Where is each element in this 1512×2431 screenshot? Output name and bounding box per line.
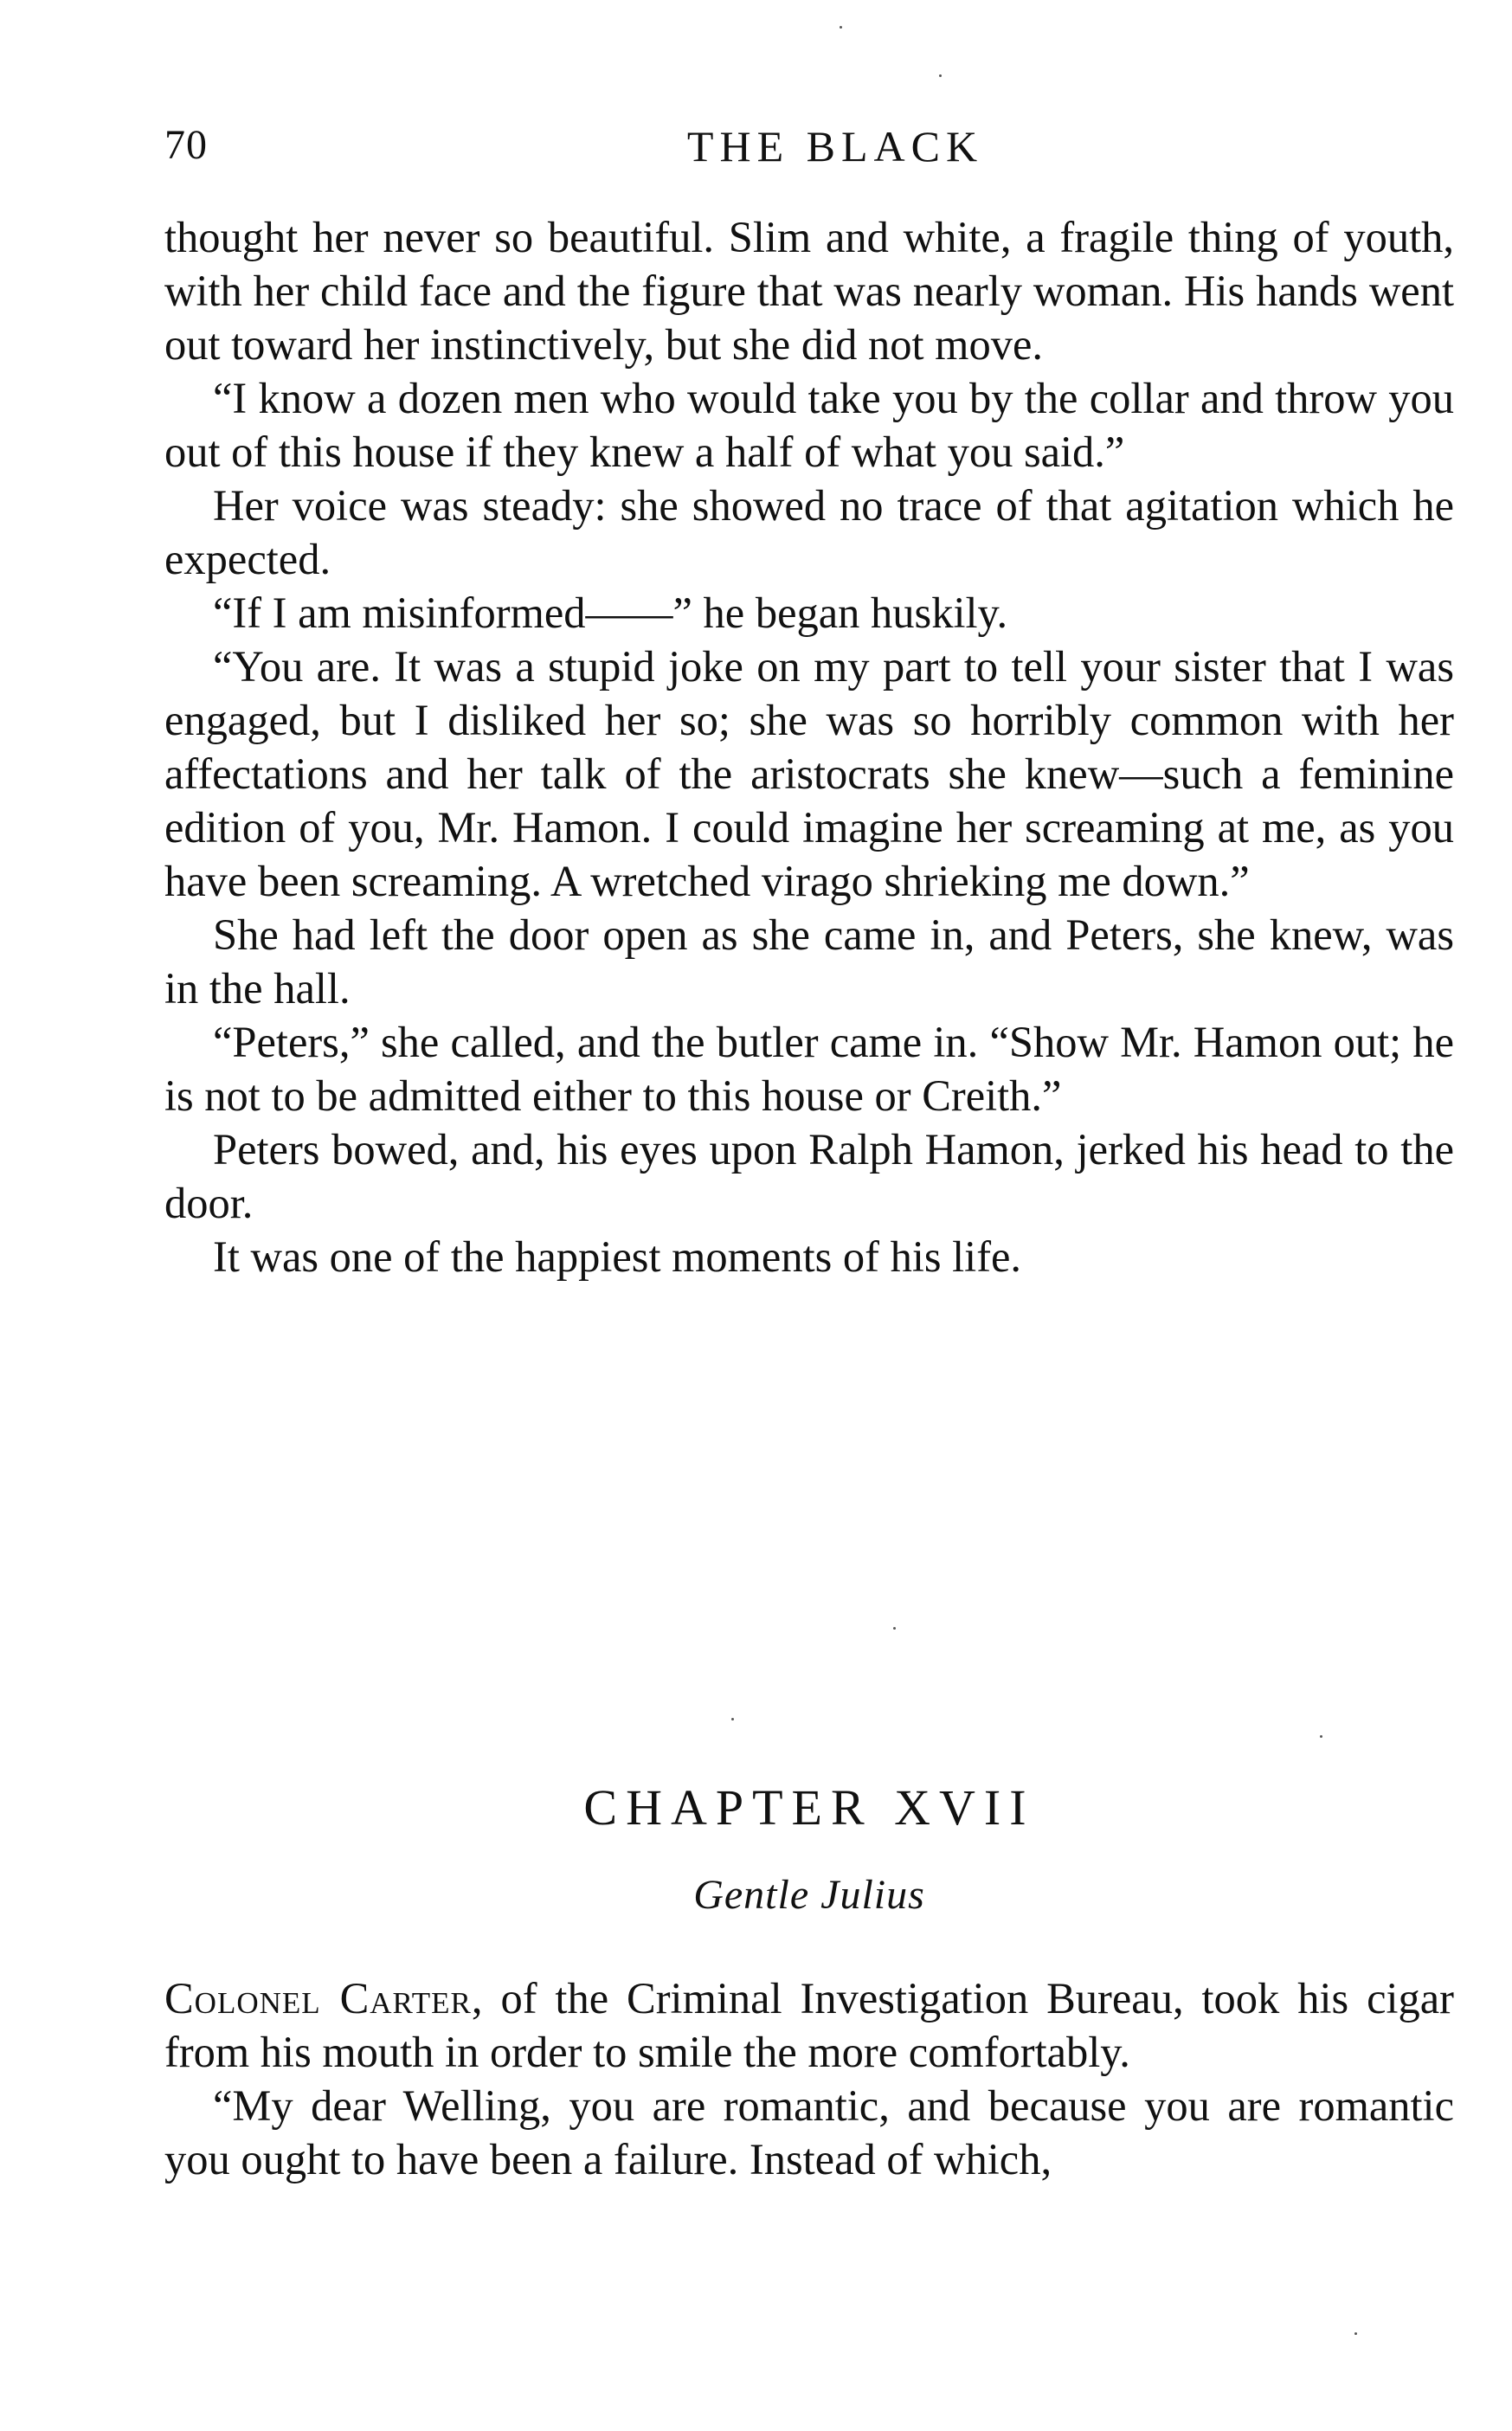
body-text <box>164 210 1454 1283</box>
paragraph: It was one of the happiest moments of his life. <box>213 1232 1022 1281</box>
paragraph: She had left the door open as she came in, and Peters, she knew, was in the hall. <box>164 910 1454 1013</box>
chapter-subtitle: Gentle Julius <box>693 1872 925 1918</box>
page-number: 70 <box>164 122 208 168</box>
paragraph: Her voice was steady: she showed no trace of that agitation which he expected. <box>164 481 1454 583</box>
paragraph: thought her never so beautiful. Slim and white, a fragile thing of youth, with her child face and the figure that was nearly woman. His hands went out toward her instinctively, but she did not move. <box>164 213 1454 369</box>
paragraph: “If I am misinformed——” he began huskily. <box>213 588 1008 637</box>
print-speck <box>1320 1735 1322 1738</box>
opening-name: Colonel Carter <box>164 1974 472 2023</box>
chapter-title: CHAPTER XVII <box>583 1779 1035 1836</box>
chapter-opening-paragraph <box>164 1971 1454 2079</box>
paragraph: “I know a dozen men who would take you by the collar and throw you out of this house if they knew a half of what you said.” <box>164 374 1454 476</box>
paragraph: Peters bowed, and, his eyes upon Ralph Hamon, jerked his head to the door. <box>164 1125 1454 1227</box>
print-speck <box>893 1627 896 1630</box>
opening-rest: , of the Criminal Investigation Bureau, took his cigar from his mouth in order to smile the more comfortably. <box>164 1974 1454 2076</box>
print-speck <box>840 26 842 29</box>
paragraph: “My dear Welling, you are romantic, and because you are romantic you ought to have been a failure. Instead of which, <box>164 2081 1454 2183</box>
page-header <box>164 121 1454 173</box>
chapter-body-text <box>164 1971 1454 2186</box>
paragraph: “You are. It was a stupid joke on my part to tell your sister that I was engaged, but I disliked her so; she was so horribly common with her affectations and her talk of the aristocrats she knew—such a feminine edition of you, Mr. Hamon. I could imagine her screaming at me, as you have been screaming. A wretched virago shrieking me down.” <box>164 642 1454 905</box>
paragraph: “Peters,” she called, and the butler came in. “Show Mr. Hamon out; he is not to be admitted either to this house or Creith.” <box>164 1018 1454 1120</box>
print-speck <box>1354 2332 1357 2335</box>
print-speck <box>731 1718 734 1720</box>
running-head: THE BLACK <box>686 122 984 170</box>
print-speck <box>939 74 942 77</box>
